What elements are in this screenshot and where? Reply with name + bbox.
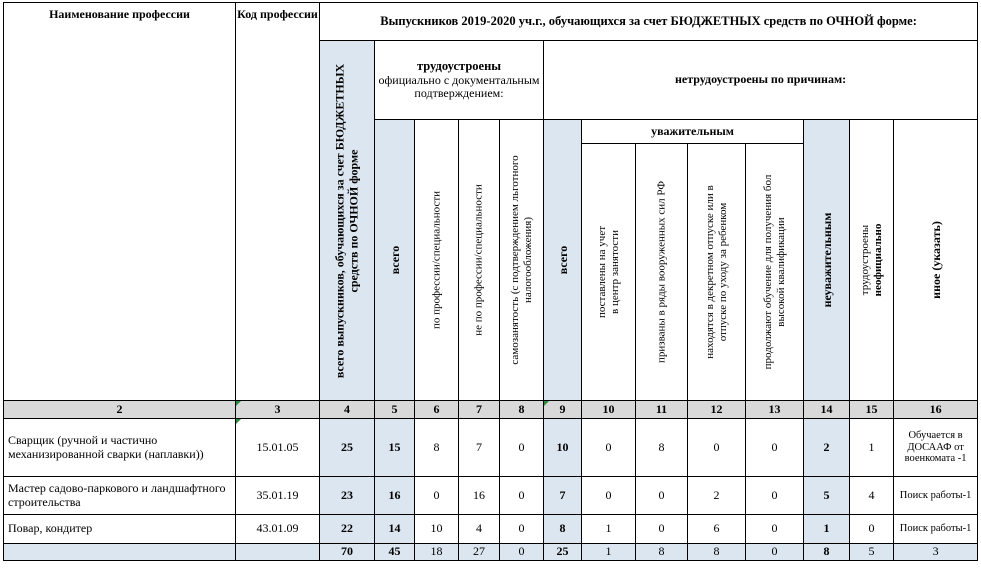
cell-value: 0 — [688, 419, 746, 477]
table-row — [4, 419, 978, 477]
col-number: 5 — [375, 401, 415, 419]
total-value: 1 — [582, 544, 636, 561]
total-value: 45 — [375, 544, 415, 561]
cell-value: 7 — [459, 419, 500, 477]
header-other: иное (указать) — [894, 120, 978, 401]
col-number: 8 — [500, 401, 544, 419]
totals-row — [4, 544, 978, 561]
col-number: 12 — [688, 401, 746, 419]
cell-value: 8 — [544, 515, 582, 544]
header-total-graduates: всего выпускников, обучающихся за счет БЮДЖЕТНЫХ средств по ОЧНОЙ форме — [320, 41, 375, 401]
col-number: 11 — [636, 401, 688, 419]
total-value: 8 — [804, 544, 850, 561]
header-invalid-reasons: неуважительным — [804, 120, 850, 401]
cell-value: 0 — [636, 477, 688, 515]
cell-value: 22 — [320, 515, 375, 544]
cell-value: 16 — [375, 477, 415, 515]
col-number: 2 — [4, 401, 236, 419]
col-number: 3 — [236, 401, 320, 419]
profession-code: 15.01.05 — [236, 419, 320, 477]
total-value: 0 — [500, 544, 544, 561]
cell-value: 14 — [375, 515, 415, 544]
cell-value: 4 — [850, 477, 894, 515]
cell-value: 0 — [746, 515, 804, 544]
header-group-title: Выпускников 2019-2020 уч.г., обучающихся за счет БЮДЖЕТНЫХ средств по ОЧНОЙ форме: — [320, 3, 978, 41]
header-further-study: продолжают обучение для получения бол высокой квалификации — [746, 144, 804, 401]
header-employment-center: поставлены на учет в центр занятости — [582, 144, 636, 401]
cell-value: 0 — [500, 515, 544, 544]
graduates-employment-table — [3, 2, 978, 561]
header-employed-officially: трудоустроены официально с документальным подтверждением: — [375, 41, 544, 120]
total-value: 25 — [544, 544, 582, 561]
totals-label-cell — [4, 544, 236, 561]
header-employed-unofficially: трудоустроены неофициально — [850, 120, 894, 401]
total-value: 8 — [688, 544, 746, 561]
profession-name: Мастер садово-паркового и ландшафтного строительства — [4, 477, 236, 515]
total-value: 0 — [746, 544, 804, 561]
col-number: 13 — [746, 401, 804, 419]
col-number: 15 — [850, 401, 894, 419]
cell-value: 6 — [688, 515, 746, 544]
cell-value: 0 — [582, 419, 636, 477]
cell-value: 0 — [500, 419, 544, 477]
table-row — [4, 477, 978, 515]
header-by-profession: по профессии/специальности — [415, 120, 459, 401]
header-self-employed: самозанятость (с подтверждением льготного налогообложения) — [500, 120, 544, 401]
cell-value: 0 — [582, 477, 636, 515]
cell-value: 1 — [850, 419, 894, 477]
col-number: 14 — [804, 401, 850, 419]
cell-value: 8 — [636, 419, 688, 477]
cell-value: 1 — [804, 515, 850, 544]
col-number: 9 — [544, 401, 582, 419]
cell-value: 0 — [746, 419, 804, 477]
cell-value: 2 — [804, 419, 850, 477]
cell-value: 0 — [500, 477, 544, 515]
cell-value: 7 — [544, 477, 582, 515]
totals-code-cell — [236, 544, 320, 561]
total-value: 5 — [850, 544, 894, 561]
total-value: 8 — [636, 544, 688, 561]
header-maternity-leave: находятся в декретном отпуске или в отпуске по уходу за ребенком — [688, 144, 746, 401]
cell-value: 4 — [459, 515, 500, 544]
total-value: 3 — [894, 544, 978, 561]
col-number: 6 — [415, 401, 459, 419]
cell-other: Поиск работы-1 — [894, 477, 978, 515]
header-profession-code: Код профессии — [236, 3, 320, 401]
employment-report-sheet — [3, 2, 977, 564]
cell-value: 25 — [320, 419, 375, 477]
cell-value: 8 — [415, 419, 459, 477]
cell-value: 15 — [375, 419, 415, 477]
col-number: 7 — [459, 401, 500, 419]
cell-value: 0 — [746, 477, 804, 515]
col-number: 16 — [894, 401, 978, 419]
col-number: 10 — [582, 401, 636, 419]
profession-name: Повар, кондитер — [4, 515, 236, 544]
cell-value: 10 — [415, 515, 459, 544]
cell-value: 2 — [688, 477, 746, 515]
cell-other: Обучается в ДОСААФ от военкомата -1 — [894, 419, 978, 477]
profession-code: 43.01.09 — [236, 515, 320, 544]
header-profession-name: Наименование профессии — [4, 3, 236, 401]
table-row — [4, 515, 978, 544]
cell-value: 16 — [459, 477, 500, 515]
header-not-by-profession: не по профессии/специальности — [459, 120, 500, 401]
column-numbers-row — [4, 401, 978, 419]
col-number: 4 — [320, 401, 375, 419]
total-value: 70 — [320, 544, 375, 561]
cell-value: 5 — [804, 477, 850, 515]
cell-value: 1 — [582, 515, 636, 544]
header-army: призваны в ряды вооруженных сил РФ — [636, 144, 688, 401]
cell-value: 23 — [320, 477, 375, 515]
header-not-employed: нетрудоустроены по причинам: — [544, 41, 978, 120]
cell-other: Поиск работы-1 — [894, 515, 978, 544]
cell-value: 0 — [636, 515, 688, 544]
cell-value: 10 — [544, 419, 582, 477]
profession-name: Сварщик (ручной и частично механизированной сварки (наплавки)) — [4, 419, 236, 477]
header-not-employed-total: всего — [544, 120, 582, 401]
header-employed-total: всего — [375, 120, 415, 401]
header-valid-reasons: уважительным — [582, 120, 804, 144]
total-value: 18 — [415, 544, 459, 561]
cell-value: 0 — [850, 515, 894, 544]
cell-value: 0 — [415, 477, 459, 515]
profession-code: 35.01.19 — [236, 477, 320, 515]
total-value: 27 — [459, 544, 500, 561]
